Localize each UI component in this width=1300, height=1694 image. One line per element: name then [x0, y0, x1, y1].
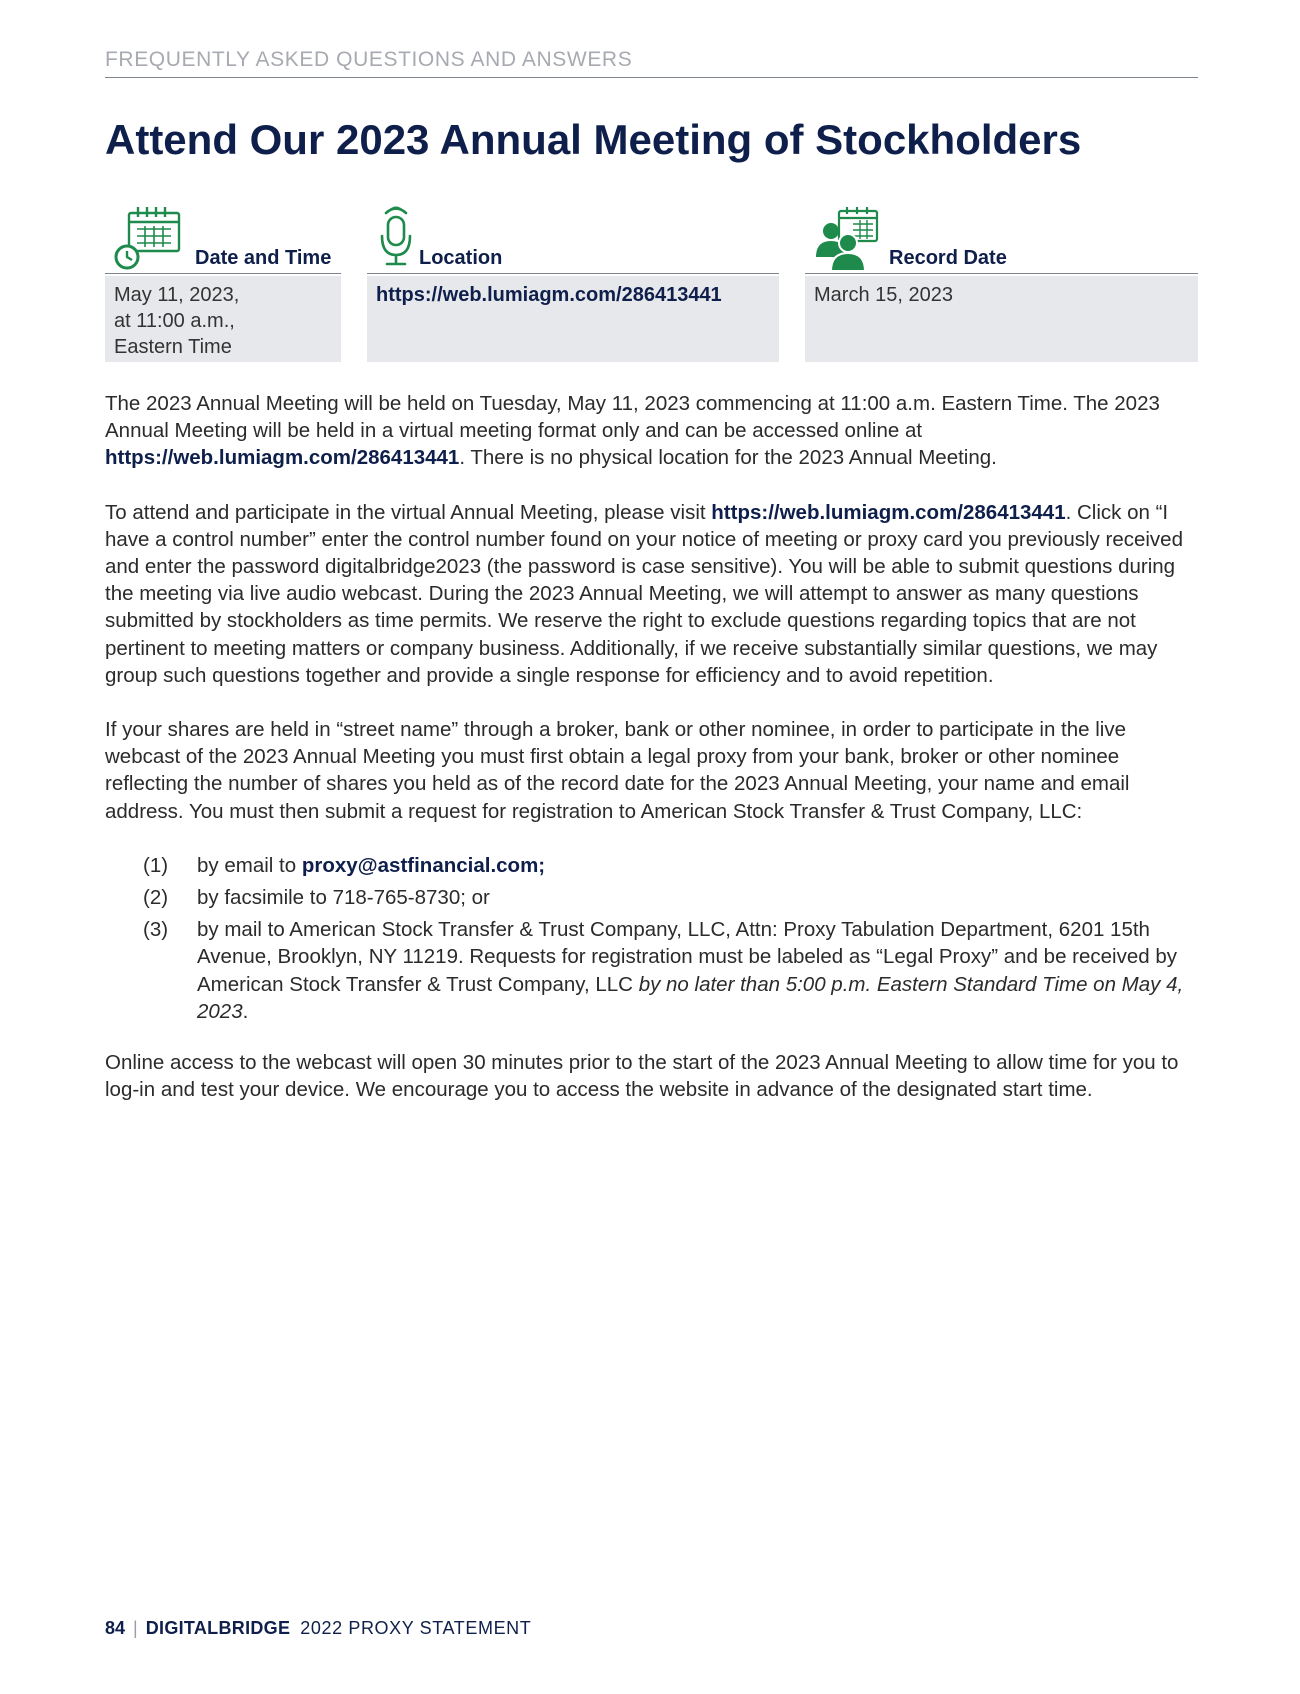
- list-item: [105, 852, 1198, 879]
- footer-separator: |: [133, 1618, 138, 1638]
- list-text: [197, 916, 1198, 1025]
- paragraph-attend: [105, 499, 1198, 689]
- date-line: May 11, 2023,: [114, 284, 240, 306]
- list-item-end: .: [242, 999, 249, 1023]
- page-footer: [105, 1618, 531, 1639]
- paragraph-text: To attend and participate in the virtual Annual Meeting, please visit: [105, 500, 706, 524]
- paragraph-text: . There is no physical location for the 2023 Annual Meeting.: [459, 446, 997, 470]
- list-number: (3): [143, 918, 169, 942]
- timezone-line: Eastern Time: [114, 336, 232, 358]
- list-number: (2): [143, 886, 169, 910]
- registration-methods-list: [105, 852, 1198, 1025]
- section-header: FREQUENTLY ASKED QUESTIONS AND ANSWERS: [105, 48, 1198, 78]
- document-title: 2022 PROXY STATEMENT: [300, 1618, 532, 1638]
- location-label: Location: [419, 247, 503, 269]
- company-name: DIGITALBRIDGE: [145, 1618, 291, 1638]
- content: [105, 390, 1198, 1130]
- date-time-label: Date and Time: [195, 247, 332, 269]
- calendar-clock-icon: [113, 205, 183, 271]
- location-header: [367, 205, 779, 274]
- paragraph-text: The 2023 Annual Meeting will be held on Tuesday, May 11, 2023 commencing at 11:00 a.m. Eastern Time. The 2023 Annual Meeting will be held in a virtual meeting format only and can be accessed online at: [105, 392, 1160, 443]
- location-box: [367, 205, 779, 362]
- deadline-text: by no later than 5:00 p.m. Eastern Standard Time on May 4, 2023: [197, 972, 1184, 1023]
- people-calendar-icon: [813, 205, 883, 271]
- meeting-link[interactable]: https://web.lumiagm.com/286413441: [105, 446, 460, 470]
- paragraph-street-name: If your shares are held in “street name” through a broker, bank or other nominee, in order to participate in the live webcast of the 2023 Annual Meeting you must first obtain a legal proxy from your bank, broker or other nominee reflecting the number of shares you held as of the record date for the 2023 Annual Meeting, your name and email address. You must then submit a request for registration to American Stock Transfer & Trust Company, LLC:: [105, 718, 1130, 823]
- date-time-value: [105, 276, 341, 362]
- paragraph-online-access: Online access to the webcast will open 30 minutes prior to the start of the 2023 Annual Meeting to allow time for you to log-in and test your device. We encourage you to access the website in advance of the designated start time.: [105, 1051, 1179, 1102]
- list-item: [105, 916, 1198, 1025]
- page-number: 84: [105, 1618, 126, 1638]
- list-text: by facsimile to 718-765-8730; or: [197, 886, 490, 910]
- list-item-text: by mail to American Stock Transfer & Trust Company, LLC, Attn: Proxy Tabulation Department, 6201 15th Avenue, Brooklyn, NY 11219. Requests for registration must be labeled as “Legal Proxy” and be received by American Stock Transfer & Trust Company, LLC: [197, 918, 1178, 996]
- paragraph-meeting-info: [105, 390, 1198, 472]
- record-date-label: Record Date: [889, 247, 1007, 269]
- email-link[interactable]: proxy@astfinancial.com;: [301, 853, 546, 877]
- meeting-link[interactable]: https://web.lumiagm.com/286413441: [711, 500, 1066, 524]
- record-date-box: [805, 205, 1198, 362]
- list-item: [105, 884, 1198, 911]
- record-date-value: March 15, 2023: [805, 276, 1198, 362]
- list-text: [197, 852, 1198, 879]
- time-line: at 11:00 a.m.,: [114, 310, 235, 332]
- date-time-header: [105, 205, 341, 274]
- page-title: Attend Our 2023 Annual Meeting of Stockholders: [105, 116, 1082, 163]
- date-time-box: [105, 205, 341, 362]
- list-number: (1): [143, 853, 169, 877]
- list-item-text: by email to: [197, 853, 297, 877]
- location-link[interactable]: https://web.lumiagm.com/286413441: [367, 276, 779, 362]
- record-date-header: [805, 205, 1198, 274]
- paragraph-text: . Click on “I have a control number” enter the control number found on your notice of meeting or proxy card you previously received and enter the password digitalbridge2023 (the password is case sensitive). You will be able to submit questions during the meeting via live audio webcast. During the 2023 Annual Meeting, we will attempt to answer as many questions submitted by stockholders as time permits. We reserve the right to exclude questions regarding topics that are not pertinent to meeting matters or company business. Additionally, if we receive substantially similar questions, we may group such questions together and provide a single response for efficiency and to avoid repetition.: [105, 500, 1183, 687]
